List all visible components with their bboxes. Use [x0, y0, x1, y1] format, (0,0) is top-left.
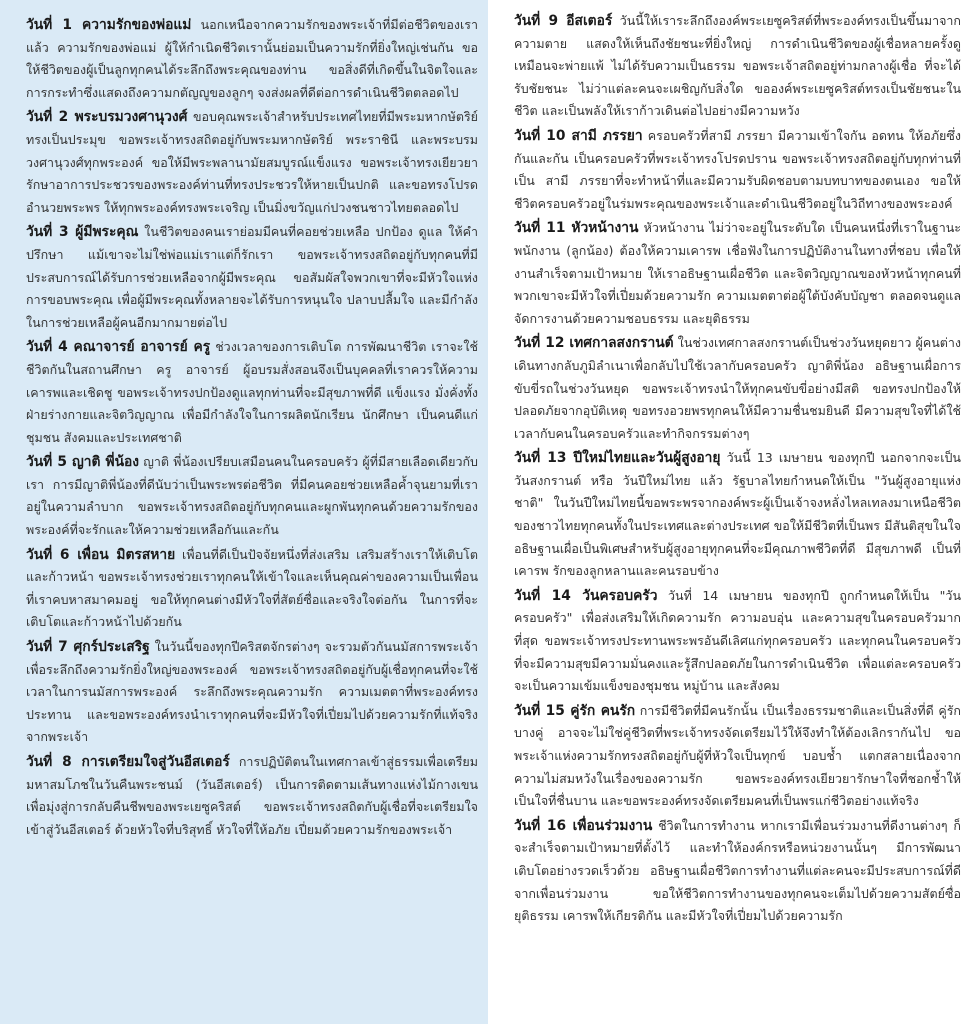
day-entry	[26, 751, 478, 841]
day-body: วันนี้ 13 เมษายน ของทุกปี นอกจากจะเป็นวันสงกรานต์ หรือ วันปีใหม่ไทย แล้ว รัฐบาลไทยกำหนดให้เป็น "วันผู้สูงอายุแห่งชาติ" ในวันปีใหม่ไทยนี้ขอพระพรจากองค์พระผู้เป็นเจ้าจงหลั่งไหลเทลงมาเหนือชีวิตของชาวไทยทุกคนทั้งในประเทศและต่างประเทศ ขอให้มีชีวิตที่เป็นพร มีสันติสุขในใจ อธิษฐานเผื่อเป็นพิเศษสำหรับผู้สูงอายุทุกคนที่จะมีคุณภาพชีวิตที่ดี มีสุขภาพดี เป็นที่เคารพ รักของลูกหลานและคนรอบข้าง	[514, 450, 961, 579]
day-heading: วันที่ 10 สามี ภรรยา	[514, 127, 643, 144]
day-heading: วันที่ 13 ปีใหม่ไทยและวันผู้สูงอายุ	[514, 450, 721, 467]
day-body: วันที่ 14 เมษายน ของทุกปี ถูกกำหนดให้เป็น "วันครอบครัว" เพื่อส่งเสริมให้เกิดความรัก ความอบอุ่น และความสุขในครอบครัวมากที่สุด ขอพระเจ้าทรงประทานพระพรอันดีเลิศแก่ทุกครอบครัว และทุกคนในครอบครัวที่จะมีความสุขมีความมั่นคงและรู้สึกปลอดภัยในการดำเนินชีวิต เพื่อแต่ละครอบครัวจะเป็นความเข้มแข็งของชุมชน หมู่บ้าน และสังคม	[514, 587, 961, 694]
day-paragraph	[514, 332, 961, 445]
day-entry	[26, 636, 478, 749]
day-body: ญาติ พี่น้องเปรียบเสมือนคนในครอบครัว ผู้ที่มีสายเลือดเดียวกับเรา การมีญาติพี่น้องที่ดีนับว่าเป็นพระพรต่อชีวิต ที่มีคนคอยช่วยเหลือค้ำจุนยามที่เราอยู่ในความลำบาก ขอพระเจ้าทรงสถิตอยู่กับทุกคนและผูกพันทุกคนด้วยความรักของพระองค์ที่จะรักและให้ความช่วยเหลือกันและกัน	[26, 454, 478, 538]
day-entry	[514, 217, 961, 330]
day-heading: วันที่ 12 เทศกาลสงกรานต์	[514, 335, 674, 352]
day-entry	[514, 10, 961, 123]
day-body: ขอบคุณพระเจ้าสำหรับประเทศไทยที่มีพระมหากษัตริย์ทรงเป็นประมุข ขอพระเจ้าทรงสถิตอยู่กับพระมหากษัตริย์ พระราชินี และพระบรมวงศานุวงศ์ทุกพระองค์ ขอให้มีพระพลานามัยสมบูรณ์แข็งแรง ขอพระเจ้าทรงเยียวยารักษาอาการประชวรของพระองค์ท่านที่ทรงประชวรให้หายเป็นปกติ และขอทรงโปรดอำนวยพระพร ให้ทุกพระองค์ทรงพระเจริญ เป็นมิ่งขวัญแก่ปวงชนชาวไทยตลอดไป	[26, 109, 478, 215]
day-body: วันนี้ให้เราระลึกถึงองค์พระเยซูคริสต์ที่พระองค์ทรงเป็นขึ้นมาจากความตาย แสดงให้เห็นถึงชัยชนะที่ยิ่งใหญ่ การดำเนินชีวิตของผู้เชื่อหลายครั้งดูเหมือนจะพ่ายแพ้ ไม่ได้รับความเป็นธรรม ขอพระเจ้าสถิตอยู่ท่ามกลางผู้เชื่อ ที่จะได้รับชัยชนะ ไม่ว่าแต่ละคนจะเผชิญกับสิ่งใด ขอองค์พระเยซูคริสต์ทรงเป็นชัยชนะในชีวิต และเป็นพลังให้เราก้าวเดินต่อไปอย่างมีความหวัง	[514, 13, 961, 119]
day-paragraph	[26, 106, 478, 219]
day-body: ช่วงเวลาของการเติบโต การพัฒนาชีวิต เราจะใช้ชีวิตกันในสถานศึกษา ครู อาจารย์ ผู้อบรมสั่งสอนจึงเป็นบุคคลที่เราควรให้ความเคารพและเชิดชู ขอพระเจ้าทรงปกป้องดูแลทุกท่านที่จะมีสุขภาพที่ดี แข็งแรง มั่งคั่งทั้งฝ่ายร่างกายและจิตวิญญาณ เพื่อมีกำลังใจในการผลิตนักเรียน นักศึกษา เป็นคนดีแก่ชุมชน สังคมและประเทศชาติ	[26, 339, 478, 445]
day-heading: วันที่ 3 ผู้มีพระคุณ	[26, 224, 139, 241]
day-body: เพื่อนที่ดีเป็นปัจจัยหนึ่งที่ส่งเสริม เสริมสร้างเราให้เติบโตและก้าวหน้า ขอพระเจ้าทรงช่วยเราทุกคนให้เข้าใจและเห็นคุณค่าของความเป็นเพื่อนที่เราคบหาสมาคมอยู่ ขอให้ทุกคนต่างมีหัวใจที่สัตย์ซื่อและจริงใจต่อกัน ในการที่จะเติบโตและก้าวหน้าไปด้วยกัน	[26, 546, 479, 630]
day-heading: วันที่ 5 ญาติ พี่น้อง	[26, 454, 140, 471]
day-entry	[514, 700, 961, 813]
day-paragraph	[514, 700, 961, 813]
day-heading: วันที่ 15 คู่รัก คนรัก	[514, 702, 636, 719]
day-body: ในวันนี้ของทุกปีคริสตจักรต่างๆ จะรวมตัวกันนมัสการพระเจ้าเพื่อระลึกถึงความรักยิ่งใหญ่ของพระองค์ ขอพระเจ้าทรงสถิตอยู่กับผู้เชื่อทุกคนที่จะใช้เวลาในการนมัสการพระองค์ ระลึกถึงพระคุณความรัก ความเมตตาที่พระองค์ทรงประทาน และขอพระองค์ทรงนำเราทุกคนที่จะมีหัวใจที่เปี่ยมไปด้วยความรักที่แท้จริงจากพระเจ้า	[26, 639, 478, 745]
day-body: ชีวิตในการทำงาน หากเรามีเพื่อนร่วมงานที่ดีงานต่างๆ ก็จะสำเร็จตามเป้าหมายที่ตั้งไว้ และทำให้องค์กรหรือหน่วยงานนั้นๆ มีการพัฒนา เติบโตอย่างรวดเร็วด้วย อธิษฐานเผื่อชีวิตการทำงานที่แต่ละคนจะมีประสบการณ์ที่ดีจากเพื่อนร่วมงาน ขอให้ชีวิตการทำงานของทุกคนจะเต็มไปด้วยความสัตย์ซื่อ ยุติธรรม เคารพให้เกียรติกัน และมีหัวใจที่เปี่ยมไปด้วยความรัก	[514, 817, 961, 924]
day-paragraph	[514, 217, 961, 330]
day-paragraph	[26, 451, 478, 541]
day-heading: วันที่ 7 ศุกร์ประเสริฐ	[26, 639, 150, 656]
day-entry	[26, 14, 478, 104]
day-entry	[514, 447, 961, 583]
day-body: นอกเหนือจากความรักของพระเจ้าที่มีต่อชีวิตของเราแล้ว ความรักของพ่อแม่ ผู้ให้กำเนิดชีวิตเรานั้นย่อมเป็นความรักที่ยิ่งใหญ่เช่นกัน ขอให้ชีวิตของผู้เป็นลูกทุกคนได้ระลึกถึงพระคุณของท่าน ขอสิ่งดีที่เกิดขึ้นในจิตใจและการกระทำซึ่งแสดงถึงความกตัญญูของลูกๆ จงส่งผลที่ดีต่อการดำเนินชีวิตตลอดไป	[26, 17, 478, 100]
day-heading: วันที่ 4 คณาจารย์ อาจารย์ ครู	[26, 339, 211, 356]
day-entry	[514, 585, 961, 698]
day-body: หัวหน้างาน ไม่ว่าจะอยู่ในระดับใด เป็นคนหนึ่งที่เราในฐานะพนักงาน (ลูกน้อง) ต้องให้ความเคารพ เชื่อฟังในการปฏิบัติงานในทางที่ชอบ เพื่อให้งานสำเร็จตามเป้าหมาย ให้เราอธิษฐานเผื่อชีวิต และจิตวิญญาณของหัวหน้าทุกคนที่พวกเขาจะมีหัวใจที่เปี่ยมด้วยความรัก ความเมตตาต่อผู้ใต้บังคับบัญชา ตลอดจนดูแล จัดการงานด้วยความชอบธรรม และยุติธรรม	[514, 220, 961, 326]
right-column	[488, 0, 975, 1024]
day-entry	[514, 125, 961, 215]
day-heading: วันที่ 14 วันครอบครัว	[514, 587, 658, 604]
day-body: การมีชีวิตที่มีคนรักนั้น เป็นเรื่องธรรมชาติและเป็นสิ่งที่ดี คู่รักบางคู่ อาจจะไม่ใช่คู่ชีวิตที่พระเจ้าทรงจัดเตรียมไว้ให้จึงทำให้ต้องเลิกรากันไป ขอพระเจ้าแห่งความรักทรงสถิตอยู่กับผู้ที่หัวใจเป็นทุกข์ บอบช้ำ แตกสลายเนื่องจากความไม่สมหวังในเรื่องของความรัก ขอพระองค์ทรงเยียวยารักษาใจที่ชอกช้ำให้เป็นใจที่ชื่นบาน และขอพระองค์ทรงจัดเตรียมคนที่เป็นพรแก่ชีวิตอย่างแท้จริง	[514, 702, 961, 809]
day-body: ในช่วงเทศกาลสงกรานต์เป็นช่วงวันหยุดยาว ผู้คนต่างเดินทางกลับภูมิลำเนาเพื่อกลับไปใช้เวลากับครอบครัว ญาติพี่น้อง อธิษฐานเผื่อการขับขี่รถในช่วงวันหยุด ขอพระเจ้าทรงนำให้ทุกคนขับขี่อย่างมีสติ ขอทรงปกป้องให้ปลอดภัยจากอุบัติเหตุ ขอทรงอวยพรทุกคนให้มีความชื่นชมยินดี มีความสุขใจที่ได้ใช้เวลากับคนในครอบครัวและทำกิจกรรมต่างๆ	[514, 335, 961, 441]
day-entry	[26, 106, 478, 219]
day-entry	[26, 544, 478, 634]
day-paragraph	[514, 447, 961, 583]
day-entry	[26, 336, 478, 449]
day-heading: วันที่ 6 เพื่อน มิตรสหาย	[26, 546, 176, 563]
day-paragraph	[26, 221, 478, 334]
day-entry	[514, 815, 961, 928]
day-paragraph	[26, 636, 478, 749]
day-heading: วันที่ 1 ความรักของพ่อแม่	[26, 17, 192, 33]
day-paragraph	[26, 14, 478, 104]
day-paragraph	[514, 10, 961, 123]
day-paragraph	[514, 585, 961, 698]
day-heading: วันที่ 11 หัวหน้างาน	[514, 220, 639, 237]
day-heading: วันที่ 9 อีสเตอร์	[514, 13, 613, 29]
day-heading: วันที่ 2 พระบรมวงศานุวงศ์	[26, 109, 188, 126]
day-entry	[514, 332, 961, 445]
day-body: การปฏิบัติตนในเทศกาลเข้าสู่ธรรมเพื่อเตรียมมหาสมโภชในวันคืนพระชนม์ (วันอีสเตอร์) เป็นการติดตามเส้นทางแห่งไม้กางเขนเพื่อมุ่งสู่การกลับคืนชีพของพระเยซูคริสต์ ขอพระเจ้าทรงสถิตกับผู้เชื่อที่จะเตรียมใจเข้าสู่วันอีสเตอร์ ด้วยหัวใจที่บริสุทธิ์ หัวใจที่ให้อภัย เปี่ยมด้วยความรักของพระเจ้า	[26, 754, 478, 837]
day-body: ครอบครัวที่สามี ภรรยา มีความเข้าใจกัน อดทน ให้อภัยซึ่งกันและกัน เป็นครอบครัวที่พระเจ้าทรงโปรดปราน ขอพระเจ้าทรงสถิตอยู่กับทุกท่านที่เป็น สามี ภรรยาที่จะทำหน้าที่และมีความรับผิดชอบตามบทบาทของตนเอง ขอให้ชีวิตครอบครัวอยู่ในร่มพระคุณของพระเจ้าและดำเนินชีวิตอยู่ในวิถีทางของพระองค์	[514, 127, 961, 211]
day-entry	[26, 451, 478, 541]
day-heading: วันที่ 8 การเตรียมใจสู่วันอีสเตอร์	[26, 754, 230, 770]
day-paragraph	[26, 751, 478, 841]
day-paragraph	[514, 125, 961, 215]
day-entry	[26, 221, 478, 334]
day-paragraph	[514, 815, 961, 928]
day-body: ในชีวิตของคนเราย่อมมีคนที่คอยช่วยเหลือ ปกป้อง ดูแล ให้คำปรึกษา แม้เขาจะไม่ใช่พ่อแม่เราแต่ก็รักเรา ขอพระเจ้าทรงสถิตอยู่กับทุกคนที่มีประสบการณ์ได้รับการช่วยเหลือจากผู้มีพระคุณ ขอสัมผัสใจพวกเขาที่จะมีหัวใจแห่งการขอบพระคุณ เพื่อผู้มีพระคุณทั้งหลายจะได้รับการหนุนใจ ปลาบปลื้มใจ และมีกำลังในการช่วยเหลือผู้คนอีกมากมายต่อไป	[26, 224, 478, 330]
day-paragraph	[26, 544, 478, 634]
day-heading: วันที่ 16 เพื่อนร่วมงาน	[514, 817, 653, 834]
day-paragraph	[26, 336, 478, 449]
